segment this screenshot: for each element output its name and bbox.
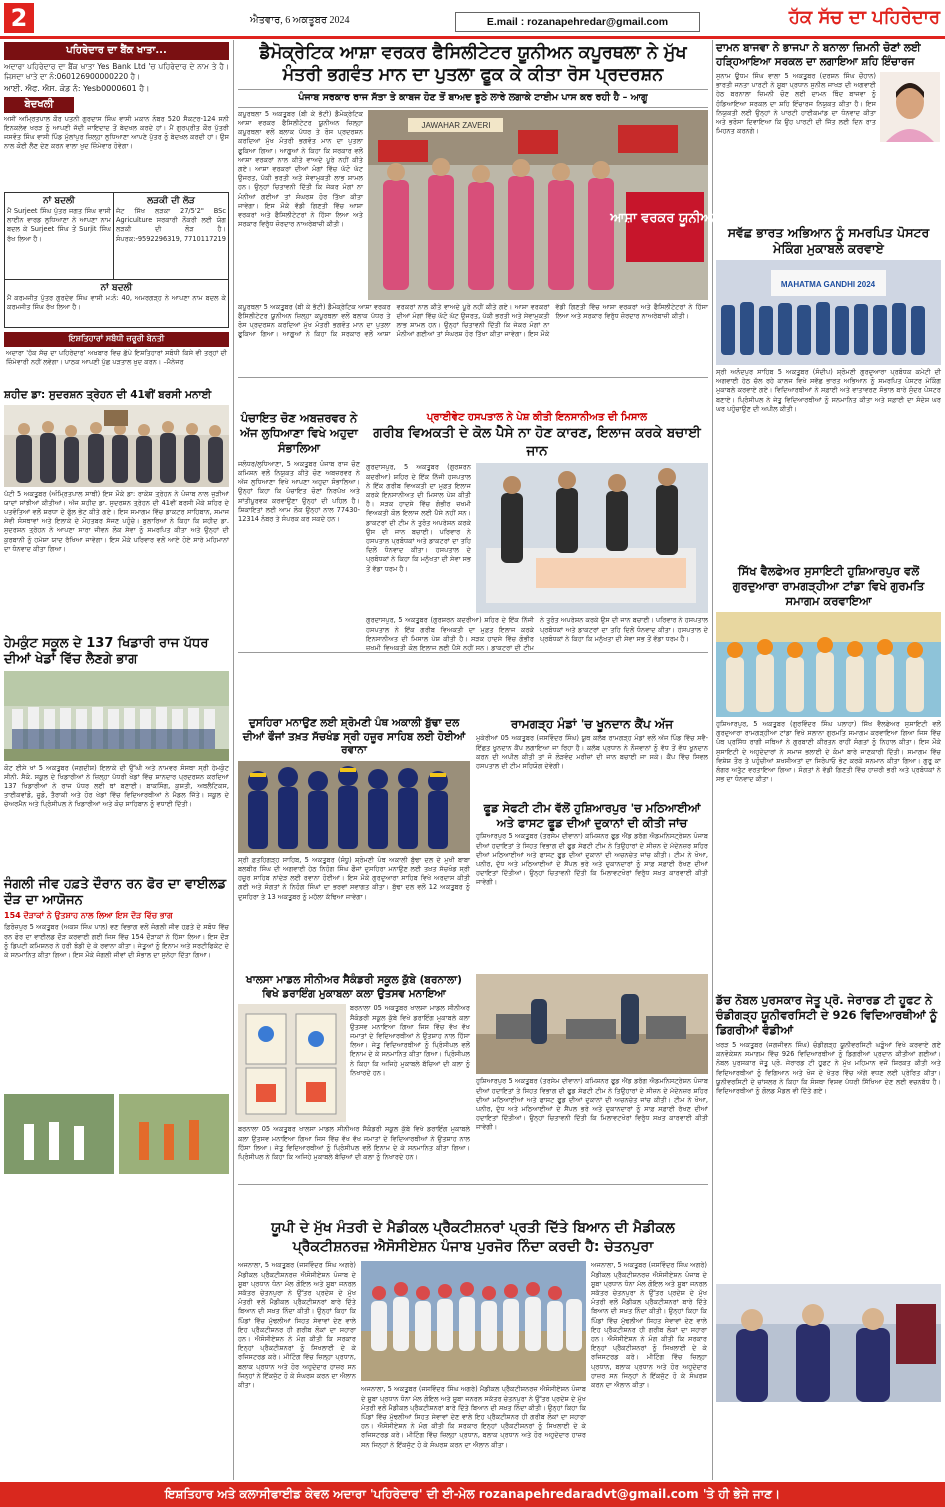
story-headline: ਸ਼ਹੀਦ ਡਾ: ਸੁਦਰਸ਼ਨ ਤ੍ਰੇਹਨ ਦੀ 41ਵੀਂ ਬਰਸੀ ਮਨਾਈ xyxy=(4,388,212,401)
classified-text: ਜੱਟ ਸਿੱਖ ਲੜਕਾ 27/5'2" BSc Agriculture ਸਰਕਾਰੀ ਨੌਕਰੀ ਲਈ ਯੋਗ ਲੜਕੀ ਦੀ ਲੋੜ ਹੈ। ਸੰਪਰਕ:-9592296319, 7710117219 xyxy=(116,206,226,243)
story-headline: ਸਿੱਖ ਵੈਲਫੇਅਰ ਸੁਸਾਇਟੀ ਹੁਸ਼ਿਆਰਪੁਰ ਵਲੋਂ ਗੁਰਦੁਆਰਾ ਰਾਮਗੜ੍ਹੀਆ ਟਾਂਡਾ ਵਿਖੇ ਗੁਰਮਤਿ ਸਮਾਗਮ ਕਰਵਾਇਆ xyxy=(732,564,925,608)
story-headline: ਡੱਚ ਨੋਬਲ ਪੁਰਸਕਾਰ ਜੇਤੂ ਪ੍ਰੋ. ਜੇਰਾਰਡ ਟੀ ਹੂਫਟ ਨੇ ਚੰਡੀਗੜ੍ਹ ਯੂਨੀਵਰਸਿਟੀ ਦੇ 926 ਵਿਦਿਆਰਥੀਆਂ ਨੂੰ ਡਿਗਰੀਆਂ ਵੰਡੀਆਂ xyxy=(716,993,938,1037)
bank-heading: ਪਹਿਰੇਦਾਰ ਦਾ ਬੈਂਕ ਖਾਤਾ... xyxy=(4,42,229,60)
drawing-photo xyxy=(238,1004,346,1122)
lead-text: ਕਪੂਰਥਲਾ 5 ਅਕਤੂਬਰ (ਬੀ ਕੇ ਭੱਟੀ) ਡੈਮੋਕ੍ਰੇਟਿਕ ਆਸ਼ਾ ਵਰਕਰ ਫੈਸਿਲੀਟੇਟਰ ਯੂਨੀਅਨ ਜ਼ਿਲ੍ਹਾ ਕਪੂਰਥਲਾ ਵਲੋਂ ਬਲਾਕ ਪੱਧਰ ਤੇ ਰੋਸ ਪ੍ਰਦਰਸ਼ਨ ਕਰਦਿਆਂ ਮੁੱਖ ਮੰਤਰੀ ਭਗਵੰਤ ਮਾਨ ਦਾ ਪੁਤਲਾ ਫੂਕਿਆ ਗਿਆ। ਆਗੂਆਂ ਨੇ ਕਿਹਾ ਕਿ ਸਰਕਾਰ ਵਲੋਂ ਆਸ਼ਾ ਵਰਕਰਾਂ ਨਾਲ ਕੀਤੇ ਵਾਅਦੇ ਪੂਰੇ ਨਹੀਂ ਕੀਤੇ ਗਏ। ਆਸ਼ਾ ਵਰਕਰਾਂ ਦੀਆਂ ਮੰਗਾਂ ਵਿੱਚ ਘੱਟੋ ਘੱਟ ਉਜਰਤ, ਪੱਕੀ ਭਰਤੀ ਅਤੇ ਸੇਵਾਮੁਕਤੀ ਲਾਭ ਸ਼ਾਮਲ ਹਨ। ਉਨ੍ਹਾਂ ਚਿਤਾਵਨੀ ਦਿੱਤੀ ਕਿ ਜੇਕਰ ਮੰਗਾਂ ਨਾ ਮੰਨੀਆਂ ਗਈਆਂ ਤਾਂ ਸੰਘਰਸ਼ ਹੋਰ ਤਿੱਖਾ ਕੀਤਾ ਜਾਵੇਗਾ। ਇਸ ਮੌਕੇ ਵੱਡੀ ਗਿਣਤੀ ਵਿੱਚ ਆਸ਼ਾ ਵਰਕਰਾਂ ਅਤੇ ਫੈਸਿਲੀਟੇਟਰਾਂ ਨੇ ਹਿੱਸਾ ਲਿਆ ਅਤੇ ਸਰਕਾਰ ਵਿਰੁੱਧ ਜ਼ੋਰਦਾਰ ਨਾਅਰੇਬਾਜ਼ੀ ਕੀਤੀ। xyxy=(238,109,363,229)
school-block xyxy=(238,974,708,1213)
story-headline: ਗਰੀਬ ਵਿਅਕਤੀ ਦੇ ਕੋਲ ਪੈਸੇ ਨਾ ਹੋਣ ਕਾਰਣ, ਇਲਾਜ ਕਰਕੇ ਬਚਾਈ ਜਾਨ xyxy=(373,425,701,460)
story-text: ਗੁਰਦਾਸਪੁਰ, 5 ਅਕਤੂਬਰ (ਗੁਰਸ਼ਰਨ ਕਦਰੀਆ) ਸ਼ਹਿਰ ਦੇ ਇੱਕ ਨਿੱਜੀ ਹਸਪਤਾਲ ਨੇ ਇੱਕ ਗਰੀਬ ਵਿਅਕਤੀ ਦਾ ਮੁਫ਼ਤ ਇਲਾਜ ਕਰਕੇ ਇਨਸਾਨੀਅਤ ਦੀ ਮਿਸਾਲ ਪੇਸ਼ ਕੀਤੀ ਹੈ। ਸੜਕ ਹਾਦਸੇ ਵਿੱਚ ਗੰਭੀਰ ਜ਼ਖਮੀ ਵਿਅਕਤੀ ਕੋਲ ਇਲਾਜ ਲਈ ਪੈਸੇ ਨਹੀਂ ਸਨ। ਡਾਕਟਰਾਂ ਦੀ ਟੀਮ ਨੇ ਤੁਰੰਤ ਅਪਰੇਸ਼ਨ ਕਰਕੇ ਉਸ ਦੀ ਜਾਨ ਬਚਾਈ। ਪਰਿਵਾਰ ਨੇ ਹਸਪਤਾਲ ਪ੍ਰਬੰਧਕਾਂ ਅਤੇ ਡਾਕਟਰਾਂ ਦਾ ਤਹਿ ਦਿਲੋਂ ਧੰਨਵਾਦ ਕੀਤਾ। ਹਸਪਤਾਲ ਦੇ ਪ੍ਰਬੰਧਕਾਂ ਨੇ ਕਿਹਾ ਕਿ ਮਨੁੱਖਤਾ ਦੀ ਸੇਵਾ ਸਭ ਤੋਂ ਵੱਡਾ ਧਰਮ ਹੈ। xyxy=(366,463,471,573)
classifieds-row xyxy=(4,192,229,280)
lead-text-cont: ਕਪੂਰਥਲਾ 5 ਅਕਤੂਬਰ (ਬੀ ਕੇ ਭੱਟੀ) ਡੈਮੋਕ੍ਰੇਟਿਕ ਆਸ਼ਾ ਵਰਕਰ ਫੈਸਿਲੀਟੇਟਰ ਯੂਨੀਅਨ ਜ਼ਿਲ੍ਹਾ ਕਪੂਰਥਲਾ ਵਲੋਂ ਬਲਾਕ ਪੱਧਰ ਤੇ ਰੋਸ ਪ੍ਰਦਰਸ਼ਨ ਕਰਦਿਆਂ ਮੁੱਖ ਮੰਤਰੀ ਭਗਵੰਤ ਮਾਨ ਦਾ ਪੁਤਲਾ ਫੂਕਿਆ ਗਿਆ। ਆਗੂਆਂ ਨੇ ਕਿਹਾ ਕਿ ਸਰਕਾਰ ਵਲੋਂ ਆਸ਼ਾ ਵਰਕਰਾਂ ਨਾਲ ਕੀਤੇ ਵਾਅਦੇ ਪੂਰੇ ਨਹੀਂ ਕੀਤੇ ਗਏ। ਆਸ਼ਾ ਵਰਕਰਾਂ ਦੀਆਂ ਮੰਗਾਂ ਵਿੱਚ ਘੱਟੋ ਘੱਟ ਉਜਰਤ, ਪੱਕੀ ਭਰਤੀ ਅਤੇ ਸੇਵਾਮੁਕਤੀ ਲਾਭ ਸ਼ਾਮਲ ਹਨ। ਉਨ੍ਹਾਂ ਚਿਤਾਵਨੀ ਦਿੱਤੀ ਕਿ ਜੇਕਰ ਮੰਗਾਂ ਨਾ ਮੰਨੀਆਂ ਗਈਆਂ ਤਾਂ ਸੰਘਰਸ਼ ਹੋਰ ਤਿੱਖਾ ਕੀਤਾ ਜਾਵੇਗਾ। ਇਸ ਮੌਕੇ ਵੱਡੀ ਗਿਣਤੀ ਵਿੱਚ ਆਸ਼ਾ ਵਰਕਰਾਂ ਅਤੇ ਫੈਸਿਲੀਟੇਟਰਾਂ ਨੇ ਹਿੱਸਾ ਲਿਆ ਅਤੇ ਸਰਕਾਰ ਵਿਰੁੱਧ ਜ਼ੋਰਦਾਰ ਨਾਅਰੇਬਾਜ਼ੀ ਕੀਤੀ। xyxy=(238,302,708,339)
story-text: ਸ੍ਰੀ ਫ਼ਤਹਿਗੜ੍ਹ ਸਾਹਿਬ, 5 ਅਕਤੂਬਰ (ਸੰਧੂ) ਸ਼੍ਰੋਮਣੀ ਪੰਥ ਅਕਾਲੀ ਬੁੱਢਾ ਦਲ ਦੇ ਮੁਖੀ ਬਾਬਾ ਬਲਬੀਰ ਸਿੰਘ ਦੀ ਅਗਵਾਈ ਹੇਠ ਨਿਹੰਗ ਸਿੰਘ ਫੌਜਾਂ ਦੁਸਹਿਰਾ ਮਨਾਉਣ ਲਈ ਤਖ਼ਤ ਸੱਚਖੰਡ ਸ੍ਰੀ ਹਜ਼ੂਰ ਸਾਹਿਬ ਨਾਂਦੇੜ ਲਈ ਰਵਾਨਾ ਹੋਈਆਂ। ਇਸ ਮੌਕੇ ਗੁਰਦੁਆਰਾ ਸਾਹਿਬ ਵਿਖੇ ਅਰਦਾਸ ਕੀਤੀ ਗਈ ਅਤੇ ਸੰਗਤਾਂ ਨੇ ਨਿਹੰਗ ਸਿੰਘਾਂ ਦਾ ਭਰਵਾਂ ਸਵਾਗਤ ਕੀਤਾ। ਬੁੱਢਾ ਦਲ ਵਲੋਂ 12 ਅਕਤੂਬਰ ਨੂੰ ਦੁਸਹਿਰਾ ਤੇ 13 ਅਕਤੂਬਰ ਨੂੰ ਮਹੱਲਾ ਕੱਢਿਆ ਜਾਵੇਗਾ। xyxy=(238,855,470,901)
story-subhead: 154 ਦੌੜਾਕਾਂ ਨੇ ਉਤਸ਼ਾਹ ਨਾਲ ਲਿਆ ਇਸ ਦੌੜ ਵਿੱਚ ਭਾਗ xyxy=(4,910,173,920)
story-text: ਕੋਟ ਈਸੇ ਖਾਂ 5 ਅਕਤੂਬਰ (ਜਗਦੀਸ਼) ਇਲਾਕੇ ਦੀ ਉੱਘੀ ਅਤੇ ਨਾਮਵਰ ਸੰਸਥਾ ਸ੍ਰੀ ਹੇਮਕੁੰਟ ਸੀਨੀ. ਸੈਕੰ. ਸਕੂਲ ਦੇ ਖਿਡਾਰੀਆਂ ਨੇ ਜ਼ਿਲ੍ਹਾ ਪੱਧਰੀ ਖੇਡਾਂ ਵਿੱਚ ਸ਼ਾਨਦਾਰ ਪ੍ਰਦਰਸ਼ਨ ਕਰਦਿਆਂ 137 ਖਿਡਾਰੀਆਂ ਨੇ ਰਾਜ ਪੱਧਰ ਲਈ ਥਾਂ ਬਣਾਈ। ਬਾਕਸਿੰਗ, ਕੁਸ਼ਤੀ, ਅਥਲੈਟਿਕਸ, ਤਾਈਕਵਾਂਡੋ, ਜੂਡੋ, ਤੈਰਾਕੀ ਅਤੇ ਹੋਰ ਖੇਡਾਂ ਵਿੱਚ ਵਿਦਿਆਰਥੀਆਂ ਨੇ ਮੈਡਲ ਜਿੱਤੇ। ਸਕੂਲ ਦੇ ਚੇਅਰਮੈਨ ਅਤੇ ਪ੍ਰਿੰਸੀਪਲ ਨੇ ਖਿਡਾਰੀਆਂ ਅਤੇ ਕੋਚ ਸਾਹਿਬਾਨ ਨੂੰ ਵਧਾਈ ਦਿੱਤੀ। xyxy=(4,763,229,809)
classified-title: ਨਾਂ ਬਦਲੀ xyxy=(43,195,75,206)
notice-heading: ਬੇਦਖਲੀ xyxy=(4,97,74,113)
story-text: ਹੁਸ਼ਿਆਰਪੁਰ 5 ਅਕਤੂਬਰ (ਤਰਸੇਮ ਦੀਵਾਨਾ) ਕਮਿਸ਼ਨਰ ਫੂਡ ਐਂਡ ਡਰੱਗ ਐਡਮਨਿਸਟ੍ਰੇਸ਼ਨ ਪੰਜਾਬ ਦੀਆਂ ਹਦਾਇਤਾਂ ਤੇ ਸਿਹਤ ਵਿਭਾਗ ਦੀ ਫੂਡ ਸੇਫਟੀ ਟੀਮ ਨੇ ਤਿਉਹਾਰਾਂ ਦੇ ਸੀਜ਼ਨ ਦੇ ਮੱਦੇਨਜ਼ਰ ਸ਼ਹਿਰ ਦੀਆਂ ਮਠਿਆਈਆਂ ਅਤੇ ਫਾਸਟ ਫੂਡ ਦੀਆਂ ਦੁਕਾਨਾਂ ਦੀ ਅਚਨਚੇਤ ਜਾਂਚ ਕੀਤੀ। ਟੀਮ ਨੇ ਖੋਆ, ਪਨੀਰ, ਦੁੱਧ ਅਤੇ ਮਠਿਆਈਆਂ ਦੇ ਸੈਂਪਲ ਭਰੇ ਅਤੇ ਦੁਕਾਨਦਾਰਾਂ ਨੂੰ ਸਾਫ਼ ਸਫ਼ਾਈ ਰੱਖਣ ਦੀਆਂ ਹਦਾਇਤਾਂ ਦਿੱਤੀਆਂ। ਉਨ੍ਹਾਂ ਚਿਤਾਵਨੀ ਦਿੱਤੀ ਕਿ ਮਿਲਾਵਟਖੋਰਾਂ ਵਿਰੁੱਧ ਸਖ਼ਤ ਕਾਰਵਾਈ ਕੀਤੀ ਜਾਵੇਗੀ। xyxy=(476,832,708,887)
hospital-story xyxy=(366,411,708,712)
story-text: ਅਜਨਾਲਾ, 5 ਅਕਤੂਬਰ (ਜਸਵਿੰਦਰ ਸਿੰਘ ਅਗਰੇ) ਮੈਡੀਕਲ ਪ੍ਰੈਕਟੀਸ਼ਨਰਜ਼ ਐਸੋਸੀਏਸ਼ਨ ਪੰਜਾਬ ਦੇ ਸੂਬਾ ਪ੍ਰਧਾਨ ਧੰਨਾ ਮੱਲ ਗੋਇਲ ਅਤੇ ਸੂਬਾ ਜਨਰਲ ਸਕੱਤਰ ਚੇਤਨਪੁਰਾ ਨੇ ਉੱਤਰ ਪ੍ਰਦੇਸ਼ ਦੇ ਮੁੱਖ ਮੰਤਰੀ ਵਲੋਂ ਮੈਡੀਕਲ ਪ੍ਰੈਕਟੀਸ਼ਨਰਾਂ ਬਾਰੇ ਦਿੱਤੇ ਬਿਆਨ ਦੀ ਸਖ਼ਤ ਨਿੰਦਾ ਕੀਤੀ। ਉਨ੍ਹਾਂ ਕਿਹਾ ਕਿ ਪਿੰਡਾਂ ਵਿੱਚ ਮੁੱਢਲੀਆਂ ਸਿਹਤ ਸੇਵਾਵਾਂ ਦੇਣ ਵਾਲੇ ਇਹ ਪ੍ਰੈਕਟੀਸ਼ਨਰ ਹੀ ਗਰੀਬ ਲੋਕਾਂ ਦਾ ਸਹਾਰਾ ਹਨ। ਐਸੋਸੀਏਸ਼ਨ ਨੇ ਮੰਗ ਕੀਤੀ ਕਿ ਸਰਕਾਰ ਇਨ੍ਹਾਂ ਪ੍ਰੈਕਟੀਸ਼ਨਰਾਂ ਨੂੰ ਸਿਖਲਾਈ ਦੇ ਕੇ ਰਜਿਸਟਰਡ ਕਰੇ। ਮੀਟਿੰਗ ਵਿੱਚ ਜ਼ਿਲ੍ਹਾ ਪ੍ਰਧਾਨ, ਬਲਾਕ ਪ੍ਰਧਾਨ ਅਤੇ ਹੋਰ ਅਹੁਦੇਦਾਰ ਹਾਜ਼ਰ ਸਨ ਜਿਨ੍ਹਾਂ ਨੇ ਇੱਕਜੁੱਟ ਹੋ ਕੇ ਸੰਘਰਸ਼ ਕਰਨ ਦਾ ਐਲਾਨ ਕੀਤਾ। xyxy=(238,1261,356,1389)
shop-sign: JAWAHAR ZAVERI xyxy=(421,120,491,130)
column-divider xyxy=(233,40,234,1480)
story-subhead: ਪ੍ਰਾਈਵੇਟ ਹਸਪਤਾਲ ਨੇ ਪੇਸ਼ ਕੀਤੀ ਇਨਸਾਨੀਅਤ ਦੀ ਮਿਸਾਲ xyxy=(426,411,648,423)
right-column xyxy=(716,42,941,1402)
lower-block xyxy=(238,717,708,972)
poll-story xyxy=(238,411,360,712)
story-headline: ਸਵੱਛ ਭਾਰਤ ਅਭਿਆਨ ਨੂੰ ਸਮਰਪਿਤ ਪੋਸਟਰ ਮੇਕਿੰਗ ਮੁਕਾਬਲੇ ਕਰਵਾਏ xyxy=(727,225,930,256)
story-text-cont: ਅਜਨਾਲਾ, 5 ਅਕਤੂਬਰ (ਜਸਵਿੰਦਰ ਸਿੰਘ ਅਗਰੇ) ਮੈਡੀਕਲ ਪ੍ਰੈਕਟੀਸ਼ਨਰਜ਼ ਐਸੋਸੀਏਸ਼ਨ ਪੰਜਾਬ ਦੇ ਸੂਬਾ ਪ੍ਰਧਾਨ ਧੰਨਾ ਮੱਲ ਗੋਇਲ ਅਤੇ ਸੂਬਾ ਜਨਰਲ ਸਕੱਤਰ ਚੇਤਨਪੁਰਾ ਨੇ ਉੱਤਰ ਪ੍ਰਦੇਸ਼ ਦੇ ਮੁੱਖ ਮੰਤਰੀ ਵਲੋਂ ਮੈਡੀਕਲ ਪ੍ਰੈਕਟੀਸ਼ਨਰਾਂ ਬਾਰੇ ਦਿੱਤੇ ਬਿਆਨ ਦੀ ਸਖ਼ਤ ਨਿੰਦਾ ਕੀਤੀ। ਉਨ੍ਹਾਂ ਕਿਹਾ ਕਿ ਪਿੰਡਾਂ ਵਿੱਚ ਮੁੱਢਲੀਆਂ ਸਿਹਤ ਸੇਵਾਵਾਂ ਦੇਣ ਵਾਲੇ ਇਹ ਪ੍ਰੈਕਟੀਸ਼ਨਰ ਹੀ ਗਰੀਬ ਲੋਕਾਂ ਦਾ ਸਹਾਰਾ ਹਨ। ਐਸੋਸੀਏਸ਼ਨ ਨੇ ਮੰਗ ਕੀਤੀ ਕਿ ਸਰਕਾਰ ਇਨ੍ਹਾਂ ਪ੍ਰੈਕਟੀਸ਼ਨਰਾਂ ਨੂੰ ਸਿਖਲਾਈ ਦੇ ਕੇ ਰਜਿਸਟਰਡ ਕਰੇ। ਮੀਟਿੰਗ ਵਿੱਚ ਜ਼ਿਲ੍ਹਾ ਪ੍ਰਧਾਨ, ਬਲਾਕ ਪ੍ਰਧਾਨ ਅਤੇ ਹੋਰ ਅਹੁਦੇਦਾਰ ਹਾਜ਼ਰ ਸਨ ਜਿਨ੍ਹਾਂ ਨੇ ਇੱਕਜੁੱਟ ਹੋ ਕੇ ਸੰਘਰਸ਼ ਕਰਨ ਦਾ ਐਲਾਨ ਕੀਤਾ। xyxy=(591,1261,708,1389)
bottom-block xyxy=(238,1261,708,1497)
hospital-photo xyxy=(476,463,708,613)
left-column xyxy=(4,42,229,1176)
story-text: ਸ੍ਰੀ ਅਨੰਦਪੁਰ ਸਾਹਿਬ 5 ਅਕਤੂਬਰ (ਸੰਦੀਪ) ਸ਼੍ਰੋਮਣੀ ਗੁਰਦੁਆਰਾ ਪ੍ਰਬੰਧਕ ਕਮੇਟੀ ਦੀ ਅਗਵਾਈ ਹੇਠ ਚੱਲ ਰਹੇ ਕਾਲਜ ਵਿਖੇ ਸਵੱਛ ਭਾਰਤ ਅਭਿਆਨ ਨੂੰ ਸਮਰਪਿਤ ਪੋਸਟਰ ਮੇਕਿੰਗ ਮੁਕਾਬਲੇ ਕਰਵਾਏ ਗਏ। ਵਿਦਿਆਰਥੀਆਂ ਨੇ ਸਫ਼ਾਈ ਅਤੇ ਵਾਤਾਵਰਣ ਸੰਭਾਲ ਬਾਰੇ ਸੁੰਦਰ ਪੋਸਟਰ ਬਣਾਏ। ਪ੍ਰਿੰਸੀਪਲ ਨੇ ਜੇਤੂ ਵਿਦਿਆਰਥੀਆਂ ਨੂੰ ਸਨਮਾਨਿਤ ਕੀਤਾ ਅਤੇ ਸਫ਼ਾਈ ਦਾ ਸੰਦੇਸ਼ ਘਰ ਘਰ ਪਹੁੰਚਾਉਣ ਦੀ ਅਪੀਲ ਕੀਤੀ। xyxy=(716,368,941,413)
story-headline: ਹੇਮਕੁੰਟ ਸਕੂਲ ਦੇ 137 ਖਿਡਾਰੀ ਰਾਜ ਪੱਧਰ ਦੀਆਂ ਖੇਡਾਂ ਵਿੱਚ ਲੈਣਗੇ ਭਾਗ xyxy=(4,635,209,667)
disclaimer-text: ਅਦਾਰਾ 'ਹੱਕ ਸੱਚ ਦਾ ਪਹਿਰੇਦਾਰ' ਅਖ਼ਬਾਰ ਵਿਚ ਛੱਪੇ ਇਸ਼ਤਿਹਾਰਾਂ ਸਬੰਧੀ ਕਿਸੇ ਵੀ ਤਰ੍ਹਾਂ ਦੀ ਜ਼ਿੰਮੇਵਾਰੀ ਨਹੀਂ ਲਵੇਗਾ। ਪਾਠਕ ਆਪਣੀ ਪੁੱਛ ਪੜਤਾਲ ਖ਼ੁਦ ਕਰਨ। –ਮੈਨੇਜਰ xyxy=(6,348,227,366)
issue-date: ਐਤਵਾਰ, 6 ਅਕਤੂਬਰ 2024 xyxy=(250,15,350,26)
association-photo xyxy=(361,1261,586,1381)
story-text: ਸੁਨਾਮ ਊਧਮ ਸਿੰਘ ਵਾਲਾ 5 ਅਕਤੂਬਰ (ਦਰਸ਼ਨ ਸਿੰਘ ਚੌਹਾਨ) ਭਾਰਤੀ ਜਨਤਾ ਪਾਰਟੀ ਨੇ ਸੂਬਾ ਪ੍ਰਧਾਨ ਸੁਨੀਲ ਜਾਖੜ ਦੀ ਅਗਵਾਈ ਹੇਠ ਬਰਨਾਲਾ ਜ਼ਿਮਨੀ ਚੋਣ ਲਈ ਦਾਮਨ ਥਿੰਦ ਬਾਜਵਾ ਨੂੰ ਹੰਡਿਆਇਆ ਸਰਕਲ ਦਾ ਸ਼ਹਿ ਇੰਚਾਰਜ ਨਿਯੁਕਤ ਕੀਤਾ ਹੈ। ਇਸ ਨਿਯੁਕਤੀ ਲਈ ਉਨ੍ਹਾਂ ਨੇ ਪਾਰਟੀ ਹਾਈਕਮਾਂਡ ਦਾ ਧੰਨਵਾਦ ਕੀਤਾ ਅਤੇ ਭਰੋਸਾ ਦਿਵਾਇਆ ਕਿ ਉਹ ਪਾਰਟੀ ਦੀ ਜਿੱਤ ਲਈ ਦਿਨ ਰਾਤ ਮਿਹਨਤ ਕਰਨਗੇ। xyxy=(716,72,876,136)
mid-block xyxy=(238,411,708,712)
footer-banner: ਇਸ਼ਤਿਹਾਰ ਅਤੇ ਕਲਾਸੀਫਾਈਡ ਕੇਵਲ ਅਦਾਰਾ 'ਪਹਿਰੇਦਾਰ' ਦੀ ਈ-ਮੇਲ rozanapehredaradvt@gmail.com 'ਤੇ ਹੀ ਭੇਜੇ ਜਾਣ। xyxy=(0,1482,945,1507)
masthead-rule xyxy=(0,36,945,39)
center-column xyxy=(238,42,720,1497)
gurmat-photo xyxy=(716,612,941,717)
classified-box xyxy=(4,280,229,328)
story-headline: ਦਾਮਨ ਬਾਜਵਾ ਨੇ ਭਾਜਪਾ ਨੇ ਬਨਾਲਾ ਜ਼ਿਮਨੀ ਚੋਣਾਂ ਲਈ ਹੜ੍ਹਿਆਇਆ ਸਰਕਲ ਦਾ ਲਗਾਇਆ ਸ਼ਹਿ ਇੰਚਾਰਜ xyxy=(716,42,921,68)
run-photos xyxy=(4,1094,229,1176)
lead-block xyxy=(238,109,720,300)
story-headline: ਫੂਡ ਸੇਫਟੀ ਟੀਮ ਵੱਲੋਂ ਹੁਸ਼ਿਆਰਪੁਰ 'ਚ ਮਠਿਆਈਆਂ ਅਤੇ ਫਾਸਟ ਫੂਡ ਦੀਆਂ ਦੁਕਾਨਾਂ ਦੀ ਕੀਤੀ ਜਾਂਚ xyxy=(483,801,701,830)
masthead-email[interactable]: E.mail : rozanapehredar@gmail.com xyxy=(455,12,700,32)
story-text: ਖਰੜ 5 ਅਕਤੂਬਰ (ਜਗਜੀਵਨ ਸਿੰਘ) ਚੰਡੀਗੜ੍ਹ ਯੂਨੀਵਰਸਿਟੀ ਘੜੂੰਆਂ ਵਿਖੇ ਕਰਵਾਏ ਗਏ ਕਨਵੋਕੇਸ਼ਨ ਸਮਾਗਮ ਵਿੱਚ 926 ਵਿਦਿਆਰਥੀਆਂ ਨੂੰ ਡਿਗਰੀਆਂ ਪ੍ਰਦਾਨ ਕੀਤੀਆਂ ਗਈਆਂ। ਨੋਬਲ ਪੁਰਸਕਾਰ ਜੇਤੂ ਪ੍ਰੋ. ਜੇਰਾਰਡ ਟੀ ਹੂਫਟ ਨੇ ਮੁੱਖ ਮਹਿਮਾਨ ਵਜੋਂ ਸ਼ਿਰਕਤ ਕੀਤੀ ਅਤੇ ਵਿਦਿਆਰਥੀਆਂ ਨੂੰ ਵਿਗਿਆਨ ਅਤੇ ਖੋਜ ਦੇ ਖੇਤਰ ਵਿੱਚ ਅੱਗੇ ਵਧਣ ਲਈ ਪ੍ਰੇਰਿਤ ਕੀਤਾ। ਯੂਨੀਵਰਸਿਟੀ ਦੇ ਚਾਂਸਲਰ ਨੇ ਕਿਹਾ ਕਿ ਸੰਸਥਾ ਵਿਸ਼ਵ ਪੱਧਰੀ ਸਿੱਖਿਆ ਦੇਣ ਲਈ ਵਚਨਬੱਧ ਹੈ। ਵਿਦਿਆਰਥੀਆਂ ਨੂੰ ਗੋਲਡ ਮੈਡਲ ਵੀ ਦਿੱਤੇ ਗਏ। xyxy=(716,1041,941,1096)
kitchen-photo xyxy=(476,974,708,1074)
disclaimer-heading: ਇਸ਼ਤਿਹਾਰਾਂ ਸਬੰਧੀ ਜ਼ਰੂਰੀ ਬੇਨਤੀ xyxy=(4,332,229,347)
story-text: ਪੱਟੀ 5 ਅਕਤੂਬਰ (ਅੰਮ੍ਰਿਤਪਾਲ ਸਾਥੀ) ਇਸ ਮੌਕੇ ਡਾ: ਰਾਕੇਸ਼ ਤ੍ਰੇਹਨ ਨੇ ਪੰਜਾਬ ਨਾਲ ਜੁੜੀਆਂ ਯਾਦਾਂ ਸਾਂਝੀਆਂ ਕੀਤੀਆਂ। ਅੱਜ ਸ਼ਹੀਦ ਡਾ. ਸੁਦਰਸ਼ਨ ਤ੍ਰੇਹਨ ਦੀ 41ਵੀਂ ਬਰਸੀ ਮੌਕੇ ਸ਼ਹਿਰ ਦੇ ਪਤਵੰਤਿਆਂ ਵਲੋਂ ਸ਼ਰਧਾ ਦੇ ਫੁੱਲ ਭੇਟ ਕੀਤੇ ਗਏ। ਇਸ ਸਮਾਗਮ ਵਿੱਚ ਡਾਕਟਰ ਸਾਹਿਬਾਨ, ਸਮਾਜ ਸੇਵੀ ਸੰਸਥਾਵਾਂ ਅਤੇ ਇਲਾਕੇ ਦੇ ਮੋਹਤਬਰ ਸੱਜਣ ਪਹੁੰਚੇ। ਬੁਲਾਰਿਆਂ ਨੇ ਕਿਹਾ ਕਿ ਸ਼ਹੀਦ ਡਾ. ਸੁਦਰਸ਼ਨ ਤ੍ਰੇਹਨ ਨੇ ਆਪਣਾ ਸਾਰਾ ਜੀਵਨ ਲੋਕ ਸੇਵਾ ਨੂੰ ਸਮਰਪਿਤ ਕੀਤਾ ਅਤੇ ਉਨ੍ਹਾਂ ਦੀ ਕੁਰਬਾਨੀ ਨੂੰ ਹਮੇਸ਼ਾ ਯਾਦ ਰੱਖਿਆ ਜਾਵੇਗਾ। ਇਸ ਮੌਕੇ ਪਰਿਵਾਰ ਵਲੋਂ ਆਏ ਹੋਏ ਸਾਰੇ ਮਹਿਮਾਨਾਂ ਦਾ ਧੰਨਵਾਦ ਕੀਤਾ ਗਿਆ। xyxy=(4,489,229,553)
poster-banner-text: MAHATMA GANDHI 2024 xyxy=(780,280,876,289)
school-story xyxy=(238,974,470,1213)
story-headline: ਖਾਲਸਾ ਮਾਡਲ ਸੀਨੀਅਰ ਸੈਕੰਡਰੀ ਸਕੂਲ ਕੁੱਬੇ (ਬਰਨਾਲਾ) ਵਿਖੇ ਡਰਾਇੰਗ ਮੁਕਾਬਲਾ ਕਲਾ ਉਤਸਵ ਮਨਾਇਆ xyxy=(246,974,462,1000)
story-headline: ਜੰਗਲੀ ਜੀਵ ਹਫ਼ਤੇ ਦੌਰਾਨ ਰਨ ਫੋਰ ਦਾ ਵਾਈਲਡ ਦੌੜ ਦਾ ਆਯੋਜਨ xyxy=(4,876,227,908)
protest-photo xyxy=(368,110,720,300)
story-text-cont: ਹੁਸ਼ਿਆਰਪੁਰ 5 ਅਕਤੂਬਰ (ਤਰਸੇਮ ਦੀਵਾਨਾ) ਕਮਿਸ਼ਨਰ ਫੂਡ ਐਂਡ ਡਰੱਗ ਐਡਮਨਿਸਟ੍ਰੇਸ਼ਨ ਪੰਜਾਬ ਦੀਆਂ ਹਦਾਇਤਾਂ ਤੇ ਸਿਹਤ ਵਿਭਾਗ ਦੀ ਫੂਡ ਸੇਫਟੀ ਟੀਮ ਨੇ ਤਿਉਹਾਰਾਂ ਦੇ ਸੀਜ਼ਨ ਦੇ ਮੱਦੇਨਜ਼ਰ ਸ਼ਹਿਰ ਦੀਆਂ ਮਠਿਆਈਆਂ ਅਤੇ ਫਾਸਟ ਫੂਡ ਦੀਆਂ ਦੁਕਾਨਾਂ ਦੀ ਅਚਨਚੇਤ ਜਾਂਚ ਕੀਤੀ। ਟੀਮ ਨੇ ਖੋਆ, ਪਨੀਰ, ਦੁੱਧ ਅਤੇ ਮਠਿਆਈਆਂ ਦੇ ਸੈਂਪਲ ਭਰੇ ਅਤੇ ਦੁਕਾਨਦਾਰਾਂ ਨੂੰ ਸਾਫ਼ ਸਫ਼ਾਈ ਰੱਖਣ ਦੀਆਂ ਹਦਾਇਤਾਂ ਦਿੱਤੀਆਂ। ਉਨ੍ਹਾਂ ਚਿਤਾਵਨੀ ਦਿੱਤੀ ਕਿ ਮਿਲਾਵਟਖੋਰਾਂ ਵਿਰੁੱਧ ਸਖ਼ਤ ਕਾਰਵਾਈ ਕੀਤੀ ਜਾਵੇਗੀ। xyxy=(476,1077,708,1132)
protest-banner-text: ਆਸ਼ਾ ਵਰਕਰ ਯੂਨੀਅਨ xyxy=(610,210,720,226)
portrait-photo xyxy=(880,72,940,142)
memorial-photo xyxy=(4,405,229,487)
sports-photo xyxy=(4,671,229,761)
dussehra-story xyxy=(238,717,470,972)
nihang-photo xyxy=(238,761,470,853)
story-text: ਮੁਕੇਰੀਆਂ 05 ਅਕਤੂਬਰ (ਜਸਵਿੰਦਰ ਸਿੰਘ) ਯੂਥ ਕਲੱਬ ਰਾਮਗੜ੍ਹ ਮੰਡਾਂ ਵਲੋਂ ਅੱਜ ਪਿੰਡ ਵਿੱਚ ਸਵੈ-ਇੱਛਤ ਖੂਨਦਾਨ ਕੈਂਪ ਲਗਾਇਆ ਜਾ ਰਿਹਾ ਹੈ। ਕਲੱਬ ਪ੍ਰਧਾਨ ਨੇ ਨੌਜਵਾਨਾਂ ਨੂੰ ਵੱਧ ਤੋਂ ਵੱਧ ਖੂਨਦਾਨ ਕਰਨ ਦੀ ਅਪੀਲ ਕੀਤੀ ਤਾਂ ਜੋ ਲੋੜਵੰਦ ਮਰੀਜ਼ਾਂ ਦੀ ਜਾਨ ਬਚਾਈ ਜਾ ਸਕੇ। ਕੈਂਪ ਵਿੱਚ ਸਿਵਲ ਹਸਪਤਾਲ ਦੀ ਟੀਮ ਸਹਿਯੋਗ ਦੇਵੇਗੀ। xyxy=(476,734,708,770)
classified-title: ਨਾਂ ਬਦਲੀ xyxy=(100,282,133,293)
classified-text: ਮੈਂ Surjeet ਸਿੰਘ ਪੁੱਤਰ ਜਗਤ ਸਿੰਘ ਵਾਸੀ ਲਾਈਨ ਵਾਰਡ ਲੁਧਿਆਣਾ ਨੇ ਆਪਣਾ ਨਾਮ ਬਦਲ ਕੇ Surjeet ਸਿੰਘ ਤੋਂ Surjit ਸਿੰਘ ਰੱਖ ਲਿਆ ਹੈ। xyxy=(7,206,111,243)
column-divider xyxy=(712,40,713,1480)
story-text: ਹੁਸ਼ਿਆਰਪੁਰ, 5 ਅਕਤੂਬਰ (ਗੁਰਵਿੰਦਰ ਸਿੰਘ ਪਲਾਹਾ) ਸਿੱਖ ਵੈਲਫੇਅਰ ਸੁਸਾਇਟੀ ਵਲੋਂ ਗੁਰਦੁਆਰਾ ਰਾਮਗੜ੍ਹੀਆ ਟਾਂਡਾ ਵਿਖੇ ਸਲਾਨਾ ਗੁਰਮਤਿ ਸਮਾਗਮ ਕਰਵਾਇਆ ਗਿਆ ਜਿਸ ਵਿੱਚ ਪੰਥ ਪ੍ਰਸਿੱਧ ਰਾਗੀ ਜਥਿਆਂ ਨੇ ਗੁਰਬਾਣੀ ਕੀਰਤਨ ਰਾਹੀਂ ਸੰਗਤਾਂ ਨੂੰ ਨਿਹਾਲ ਕੀਤਾ। ਇਸ ਮੌਕੇ ਸੁਸਾਇਟੀ ਦੇ ਅਹੁਦੇਦਾਰਾਂ ਨੇ ਸਮਾਜ ਭਲਾਈ ਦੇ ਕੰਮਾਂ ਬਾਰੇ ਜਾਣਕਾਰੀ ਦਿੱਤੀ। ਸਮਾਗਮ ਵਿੱਚ ਵਿਸ਼ੇਸ਼ ਤੌਰ ਤੇ ਪਹੁੰਚੀਆਂ ਸ਼ਖਸੀਅਤਾਂ ਦਾ ਸਿਰੋਪਾਓ ਭੇਟ ਕਰਕੇ ਸਨਮਾਨ ਕੀਤਾ ਗਿਆ। ਗੁਰੂ ਕਾ ਲੰਗਰ ਅਤੁੱਟ ਵਰਤਾਇਆ ਗਿਆ। ਸੰਗਤਾਂ ਨੇ ਵੱਡੀ ਗਿਣਤੀ ਵਿੱਚ ਹਾਜ਼ਰੀ ਭਰੀ ਅਤੇ ਪ੍ਰਬੰਧਕਾਂ ਨੇ ਸਭ ਦਾ ਧੰਨਵਾਦ ਕੀਤਾ। xyxy=(716,720,941,784)
page-number: 2 xyxy=(4,3,34,33)
newspaper-logo: ਹੱਕ ਸੱਚ ਦਾ ਪਹਿਰੇਦਾਰ xyxy=(788,7,940,28)
poster-photo xyxy=(716,260,941,365)
bank-text: ਅਦਾਰਾ ਪਹਿਰੇਦਾਰ ਦਾ ਬੈਂਕ ਖਾਤਾ Yes Bank Ltd 'ਚ ਪਹਿਰੇਦਾਰ ਦੇ ਨਾਮ ਤੇ ਹੈ। ਜਿਸਦਾ ਖਾਤੇ ਦਾ ਨੰ:060126900000220 ਹੈ। xyxy=(4,61,229,81)
lead-headline: ਡੈਮੋਕ੍ਰੇਟਿਕ ਆਸ਼ਾ ਵਰਕਰ ਫੈਸਿਲੀਟੇਟਰ ਯੂਨੀਅਨ ਕਪੂਰਥਲਾ ਨੇ ਮੁੱਖ ਮੰਤਰੀ ਭਗਵੰਤ ਮਾਨ ਦਾ ਪੁਤਲਾ ਫੂਕ ਕੇ ਕੀਤਾ ਰੋਸ ਪ੍ਰਦਰਸ਼ਨ xyxy=(259,43,687,85)
story-headline: ਪੰਚਾਇਤ ਚੋਣ ਅਬਜ਼ਰਵਰ ਨੇ ਅੱਜ ਲੁਧਿਆਣਾ ਵਿਖੇ ਅਹੁਦਾ ਸੰਭਾਲਿਆ xyxy=(240,410,358,455)
story-text: ਫ਼ਿਰੋਜ਼ਪੁਰ 5 ਅਕਤੂਬਰ (ਅਕਸ਼ ਸਿੰਘ ਪਾਲ) ਵਣ ਵਿਭਾਗ ਵਲੋਂ ਜੰਗਲੀ ਜੀਵ ਹਫ਼ਤੇ ਦੇ ਸਬੰਧ ਵਿੱਚ ਰਨ ਫੋਰ ਦਾ ਵਾਈਲਡ ਦੌੜ ਕਰਵਾਈ ਗਈ ਜਿਸ ਵਿੱਚ 154 ਦੌੜਾਕਾਂ ਨੇ ਹਿੱਸਾ ਲਿਆ। ਇਸ ਦੌੜ ਨੂੰ ਡਿਪਟੀ ਕਮਿਸ਼ਨਰ ਨੇ ਹਰੀ ਝੰਡੀ ਦੇ ਕੇ ਰਵਾਨਾ ਕੀਤਾ। ਜੇਤੂਆਂ ਨੂੰ ਇਨਾਮ ਅਤੇ ਸਰਟੀਫਿਕੇਟ ਦੇ ਕੇ ਸਨਮਾਨਿਤ ਕੀਤਾ ਗਿਆ। ਇਸ ਮੌਕੇ ਜੰਗਲੀ ਜੀਵਾਂ ਦੀ ਸੰਭਾਲ ਦਾ ਸੁਨੇਹਾ ਦਿੱਤਾ ਗਿਆ। xyxy=(4,923,229,959)
school-photo-col xyxy=(476,974,708,1213)
story-headline: ਦੁਸਹਿਰਾ ਮਨਾਉਣ ਲਈ ਸ਼੍ਰੋਮਣੀ ਪੰਥ ਅਕਾਲੀ ਬੁੱਢਾ ਦਲ ਦੀਆਂ ਫੌਜਾਂ ਤਖ਼ਤ ਸੱਚਖੰਡ ਸ੍ਰੀ ਹਜ਼ੂਰ ਸਾਹਿਬ ਲਈ ਹੋਈਆਂ ਰਵਾਨਾ xyxy=(242,717,466,757)
story-text: ਜਲੰਧਰ/ਲੁਧਿਆਣਾ, 5 ਅਕਤੂਬਰ ਪੰਜਾਬ ਰਾਜ ਚੋਣ ਕਮਿਸ਼ਨ ਵਲੋਂ ਨਿਯੁਕਤ ਕੀਤੇ ਚੋਣ ਅਬਜ਼ਰਵਰ ਨੇ ਅੱਜ ਲੁਧਿਆਣਾ ਵਿਖੇ ਆਪਣਾ ਅਹੁਦਾ ਸੰਭਾਲਿਆ। ਉਨ੍ਹਾਂ ਕਿਹਾ ਕਿ ਪੰਚਾਇਤ ਚੋਣਾਂ ਨਿਰਪੱਖ ਅਤੇ ਸ਼ਾਂਤੀਪੂਰਵਕ ਕਰਵਾਉਣਾ ਉਨ੍ਹਾਂ ਦੀ ਪਹਿਲ ਹੈ। ਸ਼ਿਕਾਇਤਾਂ ਲਈ ਆਮ ਲੋਕ ਉਨ੍ਹਾਂ ਨਾਲ 77430-12314 ਨੰਬਰ ਤੇ ਸੰਪਰਕ ਕਰ ਸਕਦੇ ਹਨ। xyxy=(238,459,360,524)
bank-ifsc: ਆਈ. ਐਫ. ਐਸ. ਕੋਡ ਨੰ: Yesb0000601 ਹੈ। xyxy=(4,83,150,93)
classified-text: ਮੈਂ ਕਰਮਜੀਤ ਪੁੱਤਰ ਗੁਰਦੇਵ ਸਿੰਘ ਵਾਸੀ ਮ:ਨੰ: 40, ਅਮਰਗੜ੍ਹ ਨੇ ਆਪਣਾ ਨਾਮ ਬਦਲ ਕੇ ਕਰਮਜੀਤ ਸਿੰਘ ਰੱਖ ਲਿਆ ਹੈ। xyxy=(7,293,226,312)
story-text-cont: ਅਜਨਾਲਾ, 5 ਅਕਤੂਬਰ (ਜਸਵਿੰਦਰ ਸਿੰਘ ਅਗਰੇ) ਮੈਡੀਕਲ ਪ੍ਰੈਕਟੀਸ਼ਨਰਜ਼ ਐਸੋਸੀਏਸ਼ਨ ਪੰਜਾਬ ਦੇ ਸੂਬਾ ਪ੍ਰਧਾਨ ਧੰਨਾ ਮੱਲ ਗੋਇਲ ਅਤੇ ਸੂਬਾ ਜਨਰਲ ਸਕੱਤਰ ਚੇਤਨਪੁਰਾ ਨੇ ਉੱਤਰ ਪ੍ਰਦੇਸ਼ ਦੇ ਮੁੱਖ ਮੰਤਰੀ ਵਲੋਂ ਮੈਡੀਕਲ ਪ੍ਰੈਕਟੀਸ਼ਨਰਾਂ ਬਾਰੇ ਦਿੱਤੇ ਬਿਆਨ ਦੀ ਸਖ਼ਤ ਨਿੰਦਾ ਕੀਤੀ। ਉਨ੍ਹਾਂ ਕਿਹਾ ਕਿ ਪਿੰਡਾਂ ਵਿੱਚ ਮੁੱਢਲੀਆਂ ਸਿਹਤ ਸੇਵਾਵਾਂ ਦੇਣ ਵਾਲੇ ਇਹ ਪ੍ਰੈਕਟੀਸ਼ਨਰ ਹੀ ਗਰੀਬ ਲੋਕਾਂ ਦਾ ਸਹਾਰਾ ਹਨ। ਐਸੋਸੀਏਸ਼ਨ ਨੇ ਮੰਗ ਕੀਤੀ ਕਿ ਸਰਕਾਰ ਇਨ੍ਹਾਂ ਪ੍ਰੈਕਟੀਸ਼ਨਰਾਂ ਨੂੰ ਸਿਖਲਾਈ ਦੇ ਕੇ ਰਜਿਸਟਰਡ ਕਰੇ। ਮੀਟਿੰਗ ਵਿੱਚ ਜ਼ਿਲ੍ਹਾ ਪ੍ਰਧਾਨ, ਬਲਾਕ ਪ੍ਰਧਾਨ ਅਤੇ ਹੋਰ ਅਹੁਦੇਦਾਰ ਹਾਜ਼ਰ ਸਨ ਜਿਨ੍ਹਾਂ ਨੇ ਇੱਕਜੁੱਟ ਹੋ ਕੇ ਸੰਘਰਸ਼ ਕਰਨ ਦਾ ਐਲਾਨ ਕੀਤਾ। xyxy=(361,1385,586,1449)
story-text-cont: ਗੁਰਦਾਸਪੁਰ, 5 ਅਕਤੂਬਰ (ਗੁਰਸ਼ਰਨ ਕਦਰੀਆ) ਸ਼ਹਿਰ ਦੇ ਇੱਕ ਨਿੱਜੀ ਹਸਪਤਾਲ ਨੇ ਇੱਕ ਗਰੀਬ ਵਿਅਕਤੀ ਦਾ ਮੁਫ਼ਤ ਇਲਾਜ ਕਰਕੇ ਇਨਸਾਨੀਅਤ ਦੀ ਮਿਸਾਲ ਪੇਸ਼ ਕੀਤੀ ਹੈ। ਸੜਕ ਹਾਦਸੇ ਵਿੱਚ ਗੰਭੀਰ ਜ਼ਖਮੀ ਵਿਅਕਤੀ ਕੋਲ ਇਲਾਜ ਲਈ ਪੈਸੇ ਨਹੀਂ ਸਨ। ਡਾਕਟਰਾਂ ਦੀ ਟੀਮ ਨੇ ਤੁਰੰਤ ਅਪਰੇਸ਼ਨ ਕਰਕੇ ਉਸ ਦੀ ਜਾਨ ਬਚਾਈ। ਪਰਿਵਾਰ ਨੇ ਹਸਪਤਾਲ ਪ੍ਰਬੰਧਕਾਂ ਅਤੇ ਡਾਕਟਰਾਂ ਦਾ ਤਹਿ ਦਿਲੋਂ ਧੰਨਵਾਦ ਕੀਤਾ। ਹਸਪਤਾਲ ਦੇ ਪ੍ਰਬੰਧਕਾਂ ਨੇ ਕਿਹਾ ਕਿ ਮਨੁੱਖਤਾ ਦੀ ਸੇਵਾ ਸਭ ਤੋਂ ਵੱਡਾ ਧਰਮ ਹੈ। xyxy=(366,616,708,652)
classified-box xyxy=(4,192,114,280)
lead-subhead: ਪੰਜਾਬ ਸਰਕਾਰ ਰਾਜ ਸੱਤਾ ਤੇ ਕਾਬਜ ਹੋਣ ਤੋਂ ਬਾਅਦ ਝੂਠੇ ਲਾਰੇ ਲਗਾਕੇ ਟਾਈਮ ਪਾਸ ਕਰ ਰਹੀ ਹੈ – ਆਗੂ xyxy=(238,89,708,108)
story-text: ਬਰਨਾਲਾ 05 ਅਕਤੂਬਰ ਖਾਲਸਾ ਮਾਡਲ ਸੀਨੀਅਰ ਸੈਕੰਡਰੀ ਸਕੂਲ ਕੁੱਬੇ ਵਿਖੇ ਡਰਾਇੰਗ ਮੁਕਾਬਲੇ ਕਲਾ ਉਤਸਵ ਮਨਾਇਆ ਗਿਆ ਜਿਸ ਵਿੱਚ ਵੱਖ ਵੱਖ ਜਮਾਤਾਂ ਦੇ ਵਿਦਿਆਰਥੀਆਂ ਨੇ ਉਤਸ਼ਾਹ ਨਾਲ ਹਿੱਸਾ ਲਿਆ। ਜੇਤੂ ਵਿਦਿਆਰਥੀਆਂ ਨੂੰ ਪ੍ਰਿੰਸੀਪਲ ਵਲੋਂ ਇਨਾਮ ਦੇ ਕੇ ਸਨਮਾਨਿਤ ਕੀਤਾ ਗਿਆ। ਪ੍ਰਿੰਸੀਪਲ ਨੇ ਕਿਹਾ ਕਿ ਅਜਿਹੇ ਮੁਕਾਬਲੇ ਬੱਚਿਆਂ ਦੀ ਕਲਾ ਨੂੰ ਨਿਖਾਰਦੇ ਹਨ। xyxy=(350,1004,470,1077)
convocation-photo xyxy=(716,1284,941,1402)
bottom-headline: ਯੂਪੀ ਦੇ ਮੁੱਖ ਮੰਤਰੀ ਦੇ ਮੈਡੀਕਲ ਪ੍ਰੈਕਟੀਸ਼ਨਰਾਂ ਪ੍ਰਤੀ ਦਿੱਤੇ ਬਿਆਨ ਦੀ ਮੈਡੀਕਲ ਪ੍ਰੈਕਟੀਸ਼ਨਰਜ਼ ਐਸੋਸੀਏਸ਼ਨ ਪੰਜਾਬ ਪੁਰਜੋਰ ਨਿੰਦਾ ਕਰਦੀ ਹੈ: ਚੇਤਨਪੁਰਾ xyxy=(271,1220,675,1256)
notice-text: ਅਸੀਂ ਅਮ੍ਰਿਤਪਾਲ ਕੌਰ ਪਤਨੀ ਗੁਰਦਾਸ ਸਿੰਘ ਵਾਸੀ ਮਕਾਨ ਨੰਬਰ 520 ਸੈਕਟਰ-124 ਸਨੀ ਇਨਕਲੇਵ ਖਰੜ ਨੂੰ ਆਪਣੀ ਜੱਦੀ ਜਾਇਦਾਦ ਤੋਂ ਬੇਦਖਲ ਕਰਦੇ ਹਾਂ। ਮੈਂ ਗੁਰਪ੍ਰੀਤ ਕੌਰ ਪੁੱਤਰੀ ਜਸਵੰਤ ਸਿੰਘ ਵਾਸੀ ਪਿੰਡ ਮੁੱਲਾਂਪੁਰ ਜ਼ਿਲ੍ਹਾ ਲੁਧਿਆਣਾ ਆਪਣੇ ਪੁੱਤਰ ਨੂੰ ਬੇਦਖਲ ਕਰਦੀ ਹਾਂ। ਉਸ ਨਾਲ ਕੋਈ ਲੈਣ ਦੇਣ ਕਰਨ ਵਾਲਾ ਖੁਦ ਜ਼ਿੰਮੇਵਾਰ ਹੋਵੇਗਾ। xyxy=(4,114,229,151)
story-headline: ਰਾਮਗੜ੍ਹ ਮੰਡਾਂ 'ਚ ਖੂਨਦਾਨ ਕੈਂਪ ਅੱਜ xyxy=(510,717,674,732)
story-text-cont: ਬਰਨਾਲਾ 05 ਅਕਤੂਬਰ ਖਾਲਸਾ ਮਾਡਲ ਸੀਨੀਅਰ ਸੈਕੰਡਰੀ ਸਕੂਲ ਕੁੱਬੇ ਵਿਖੇ ਡਰਾਇੰਗ ਮੁਕਾਬਲੇ ਕਲਾ ਉਤਸਵ ਮਨਾਇਆ ਗਿਆ ਜਿਸ ਵਿੱਚ ਵੱਖ ਵੱਖ ਜਮਾਤਾਂ ਦੇ ਵਿਦਿਆਰਥੀਆਂ ਨੇ ਉਤਸ਼ਾਹ ਨਾਲ ਹਿੱਸਾ ਲਿਆ। ਜੇਤੂ ਵਿਦਿਆਰਥੀਆਂ ਨੂੰ ਪ੍ਰਿੰਸੀਪਲ ਵਲੋਂ ਇਨਾਮ ਦੇ ਕੇ ਸਨਮਾਨਿਤ ਕੀਤਾ ਗਿਆ। ਪ੍ਰਿੰਸੀਪਲ ਨੇ ਕਿਹਾ ਕਿ ਅਜਿਹੇ ਮੁਕਾਬਲੇ ਬੱਚਿਆਂ ਦੀ ਕਲਾ ਨੂੰ ਨਿਖਾਰਦੇ ਹਨ। xyxy=(238,1125,470,1161)
classified-box xyxy=(114,192,229,280)
camp-story xyxy=(476,717,708,972)
classified-title: ਲੜਕੀ ਦੀ ਲੋੜ xyxy=(147,195,195,206)
